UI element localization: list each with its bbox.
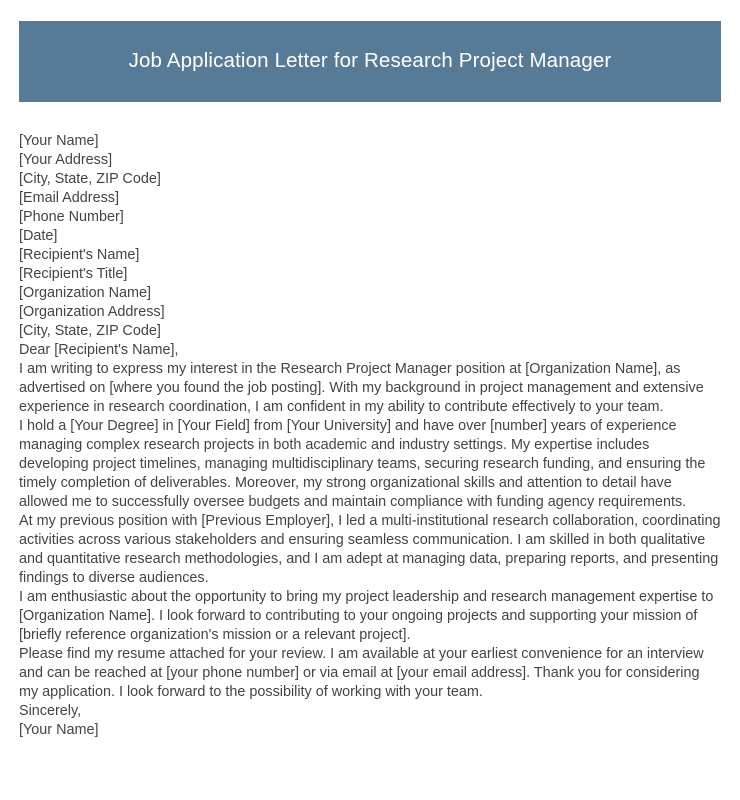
closing-line: Sincerely, — [19, 703, 82, 719]
body-paragraph-2: I hold a [Your Degree] in [Your Field] from [Your University] and have over [number] years of experience managing complex research projects in both academic and industry settings. My expertise includes developing project timelines, managing multidisciplinary teams, securing research funding, and ensuring the timely completion of deliverables. Moreover, my strong organizational skills and attention to detail have allowed me to successfully oversee budgets and maintain compliance with funding agency requirements. — [19, 418, 706, 510]
letter-content — [19, 132, 721, 740]
sender-city-state-zip-line: [City, State, ZIP Code] — [19, 171, 161, 187]
salutation-line: Dear [Recipient's Name], — [19, 342, 179, 358]
body-paragraph-3: At my previous position with [Previous Employer], I led a multi-institutional research collaboration, coordinating activities across various stakeholders and ensuring seamless communication. I am skilled in both qualitative and quantitative research methodologies, and I am adept at managing data, preparing reports, and presenting findings to diverse audiences. — [19, 513, 721, 586]
recipient-organization-name-line: [Organization Name] — [19, 285, 151, 301]
sender-address-line: [Your Address] — [19, 152, 113, 168]
sender-phone-line: [Phone Number] — [19, 209, 124, 225]
signature-line: [Your Name] — [19, 722, 99, 738]
body-paragraph-5: Please find my resume attached for your review. I am available at your earliest convenience for an interview and can be reached at [your phone number] or via email at [your email address]. Thank you for considering my application. I look forward to the possibility of working with your team. — [19, 646, 704, 700]
recipient-name-line: [Recipient's Name] — [19, 247, 140, 263]
recipient-organization-address-line: [Organization Address] — [19, 304, 165, 320]
recipient-city-state-zip-line: [City, State, ZIP Code] — [19, 323, 161, 339]
sender-email-line: [Email Address] — [19, 190, 119, 206]
document-header-banner — [19, 21, 721, 102]
body-paragraph-4: I am enthusiastic about the opportunity to bring my project leadership and research management expertise to [Organization Name]. I look forward to contributing to your ongoing projects and supporting your mission of [briefly reference organization's mission or a relevant project]. — [19, 589, 714, 643]
date-line: [Date] — [19, 228, 58, 244]
page-title: Job Application Letter for Research Project Manager — [128, 49, 612, 73]
recipient-title-line: [Recipient's Title] — [19, 266, 128, 282]
sender-name-line: [Your Name] — [19, 133, 99, 149]
body-paragraph-1: I am writing to express my interest in the Research Project Manager position at [Organization Name], as advertised on [where you found the job posting]. With my background in project management and extensive experience in research coordination, I am confident in my ability to contribute effectively to your team. — [19, 361, 704, 415]
